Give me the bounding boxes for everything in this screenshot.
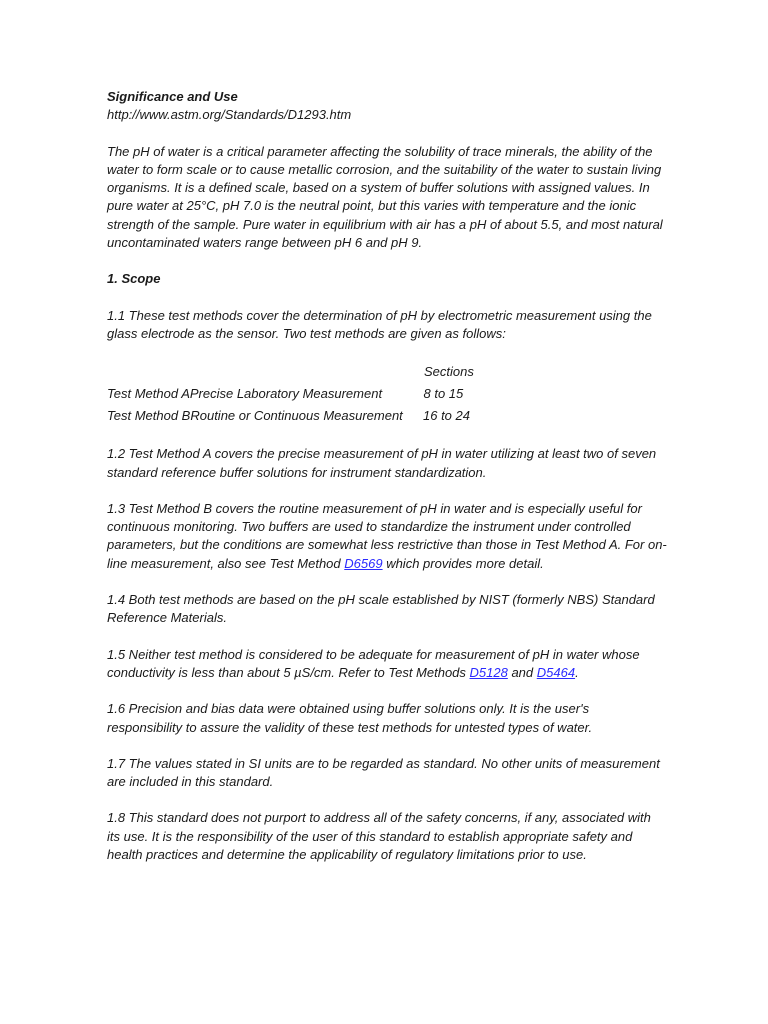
paragraph-1-8: 1.8 This standard does not purport to address all of the safety concerns, if any, associated with its use. It is the responsibility of the user of this standard to establish appropriate safety and health practices and determine the applicability of regulatory limitations prior to use. bbox=[107, 810, 651, 863]
section-heading: Significance and Use bbox=[107, 89, 238, 104]
method-sections: 8 to 15 bbox=[423, 386, 464, 402]
document-body bbox=[107, 88, 667, 882]
link-d5464[interactable]: D5464 bbox=[536, 664, 576, 680]
source-url: http://www.astm.org/Standards/D1293.htm bbox=[107, 107, 352, 123]
paragraph-1-4: 1.4 Both test methods are based on the pH scale established by NIST (formerly NBS) Standard Reference Materials. bbox=[107, 592, 655, 626]
paragraph-1-5-text: 1.5 Neither test method is considered to be adequate for measurement of pH in water whose conductivity is less than about 5 µS/cm. Refer to Test Methods bbox=[107, 646, 640, 680]
intro-paragraph: The pH of water is a critical parameter affecting the solubility of trace minerals, the ability of the water to form scale or to cause metallic corrosion, and the suitability of the water to sustain living organisms. It is a defined scale, based on a system of buffer solutions with assigned values. In pure water at 25°C, pH 7.0 is the neutral point, but this varies with temperature and the ionic strength of the sample. Pure water in equilibrium with air has a pH of about 5.5, and most natural uncontaminated waters range between pH 6 and pH 9. bbox=[107, 143, 663, 251]
link-d6569[interactable]: D6569 bbox=[344, 555, 383, 571]
paragraph-1-5 bbox=[107, 646, 667, 683]
paragraph-1-5-mid: and bbox=[507, 664, 537, 680]
method-row bbox=[107, 405, 487, 427]
method-name: Test Method BRoutine or Continuous Measurement bbox=[107, 408, 403, 424]
paragraph-1-2: 1.2 Test Method A covers the precise measurement of pH in water utilizing at least two of seven standard reference buffer solutions for instrument standardization. bbox=[107, 446, 657, 480]
paragraph-1-3 bbox=[107, 500, 667, 573]
link-d5128[interactable]: D5128 bbox=[469, 664, 508, 680]
paragraph-1-1: 1.1 These test methods cover the determination of pH by electrometric measurement using the glass electrode as the sensor. Two test methods are given as follows: bbox=[107, 307, 652, 341]
method-name: Test Method APrecise Laboratory Measurement bbox=[107, 386, 383, 402]
paragraph-1-6: 1.6 Precision and bias data were obtained using buffer solutions only. It is the user's responsibility to assure the validity of these test methods for untested types of water. bbox=[107, 701, 593, 735]
method-sections: 16 to 24 bbox=[423, 408, 470, 424]
paragraph-1-5-tail: . bbox=[575, 664, 579, 680]
methods-header: Sections bbox=[424, 364, 474, 380]
scope-heading: 1. Scope bbox=[107, 271, 161, 287]
paragraph-1-3-text: 1.3 Test Method B covers the routine measurement of pH in water and is especially useful for continuous monitoring. Two buffers are used to standardize the instrument under controlled parameters, but the conditions are somewhat less restrictive than those in Test Method A. For on-line measurement, also see Test Method bbox=[107, 500, 667, 571]
paragraph-1-7: 1.7 The values stated in SI units are to be regarded as standard. No other units of measurement are included in this standard. bbox=[107, 755, 660, 790]
paragraph-1-3-tail: which provides more detail. bbox=[382, 555, 544, 571]
method-row bbox=[107, 383, 487, 405]
methods-table bbox=[107, 361, 487, 427]
